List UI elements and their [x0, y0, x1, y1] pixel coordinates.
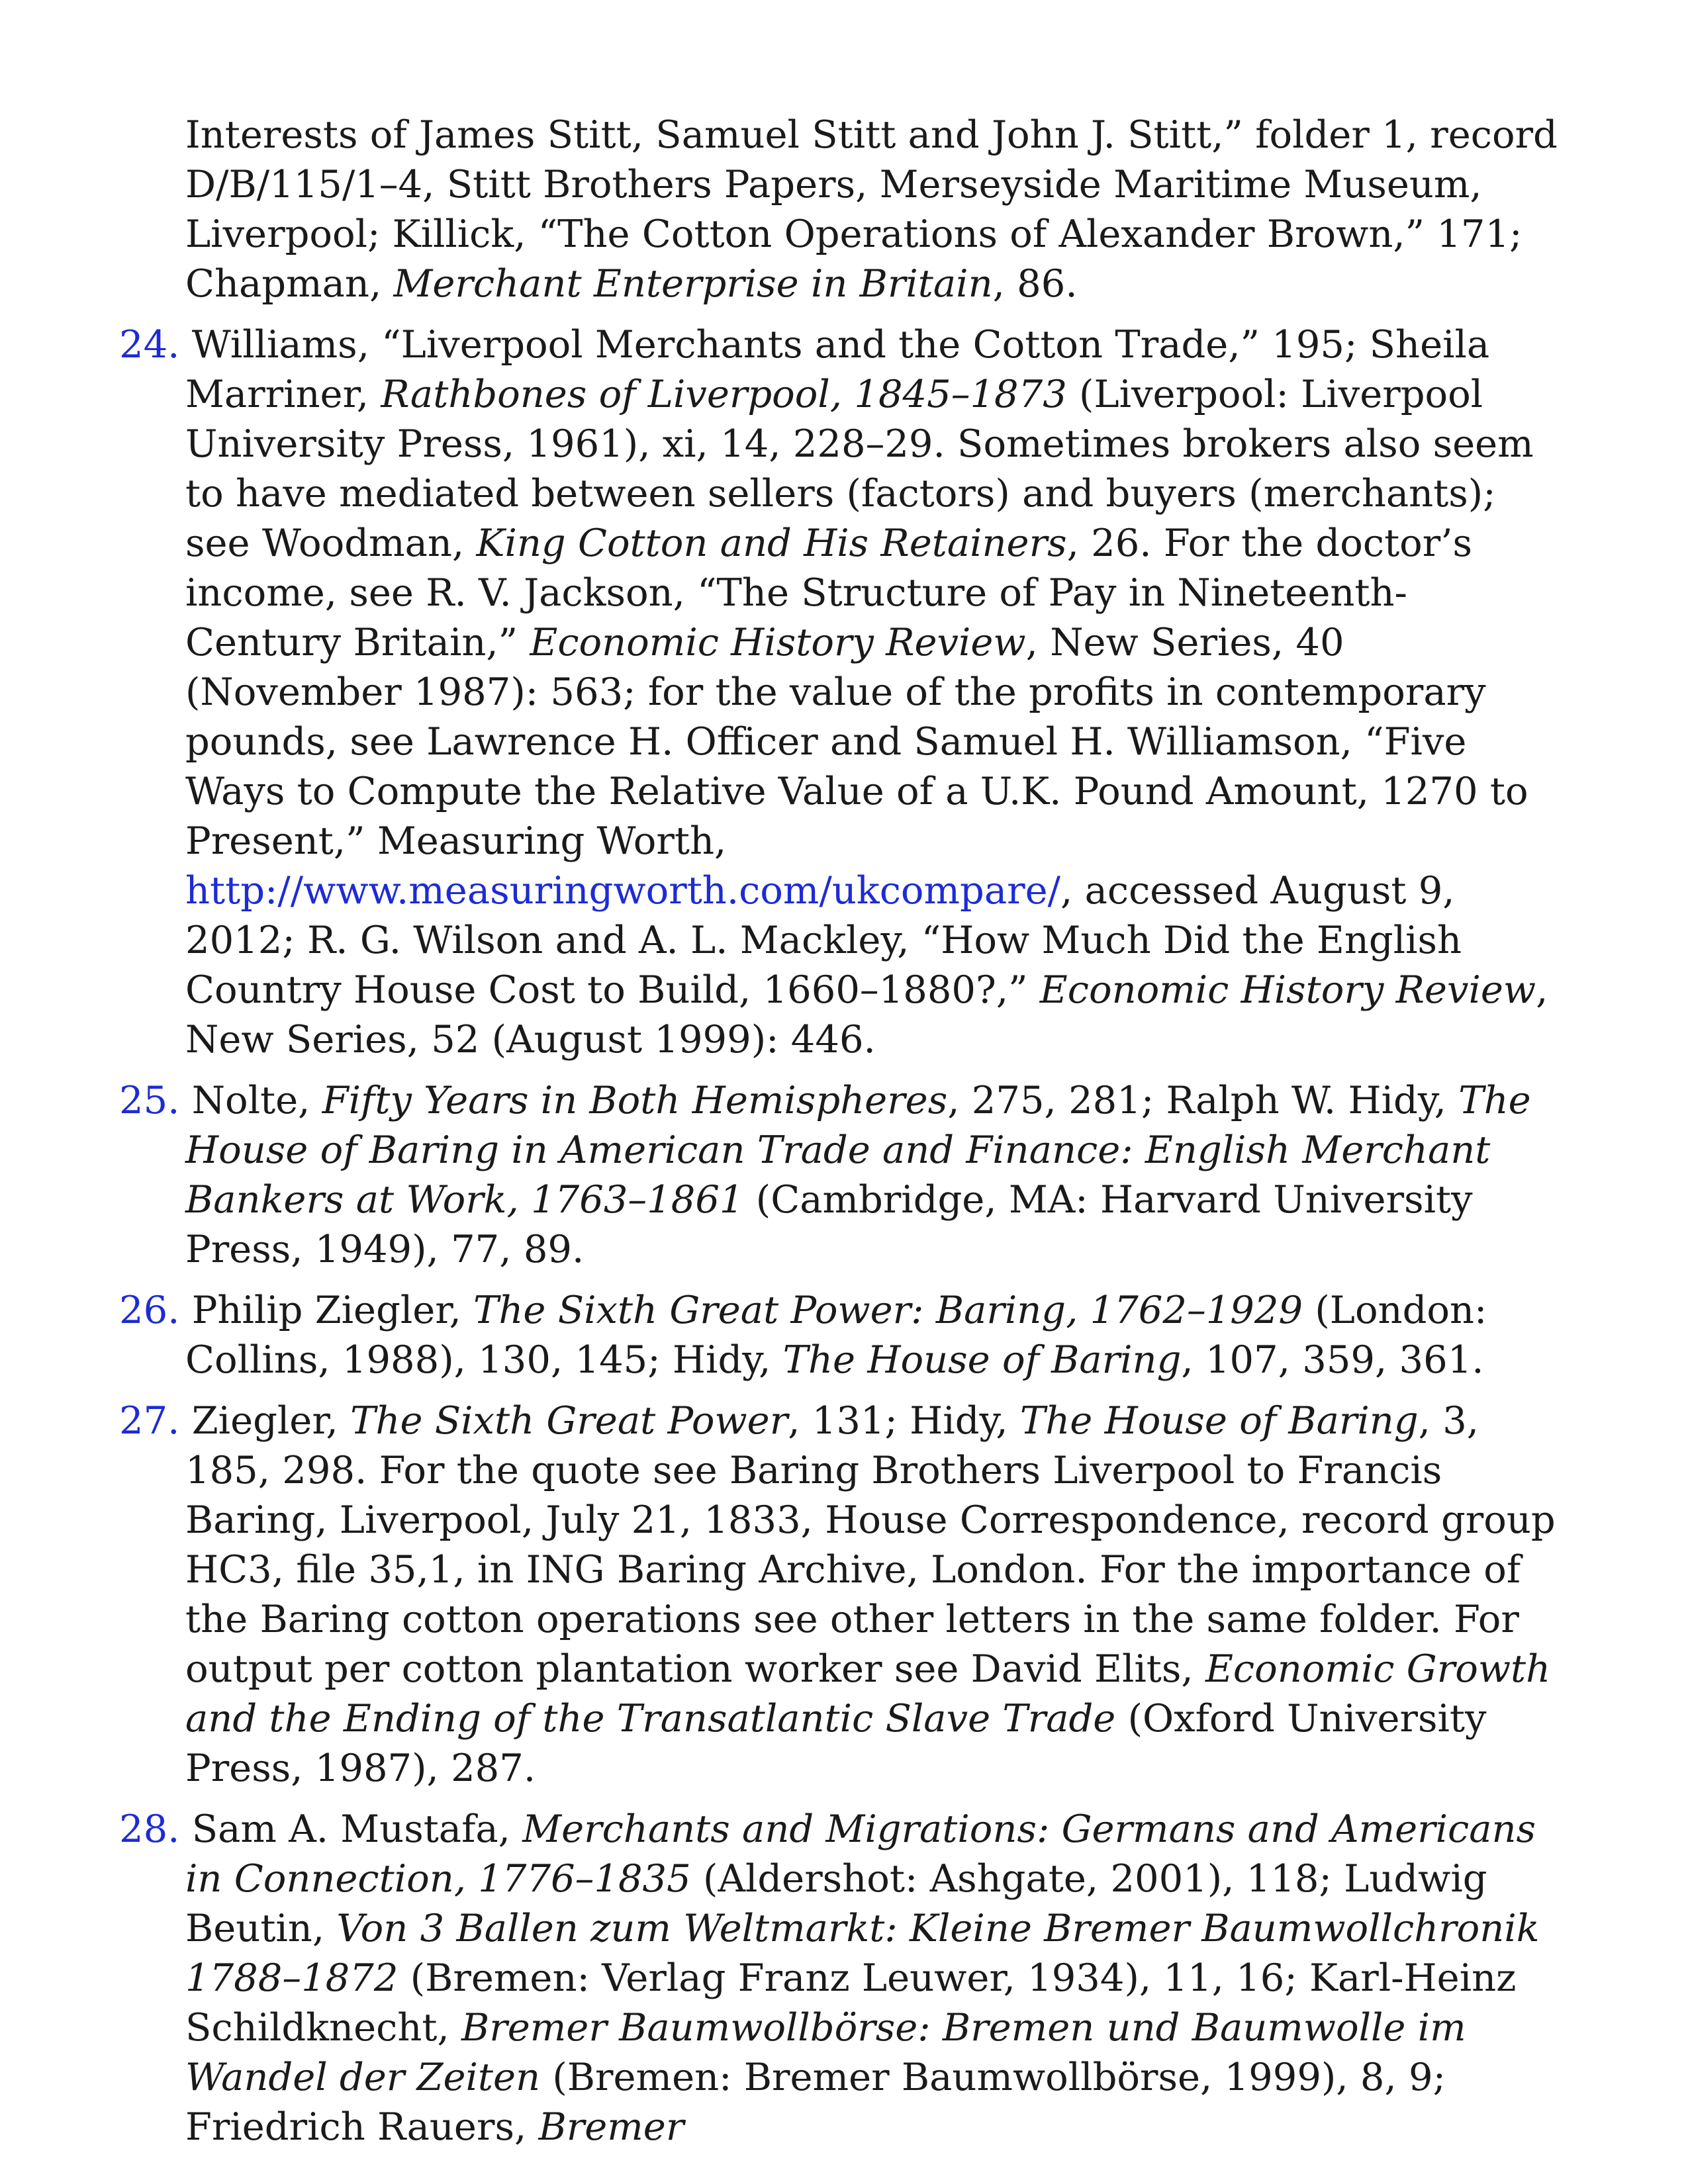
note-text: (Aldershot: Ashgate, 2001), 118; Ludwig Beutin,	[185, 1856, 1487, 1950]
note-text: , 107, 359, 361.	[1181, 1338, 1484, 1382]
italic-title: The Sixth Great Power: Baring, 1762–1929	[473, 1288, 1303, 1332]
endnotes-page	[119, 110, 1562, 2163]
endnote-27	[119, 1396, 1562, 1793]
italic-title: The House of Baring in American Trade and Finance: English Merchant Bankers at Work, 1763–1861	[185, 1078, 1531, 1222]
italic-title: Bremer	[538, 2105, 684, 2149]
italic-title: King Cotton and His Retainers	[476, 521, 1067, 565]
note-text: Philip Ziegler,	[179, 1288, 474, 1332]
note-text: , accessed August 9, 2012; R. G. Wilson and A. L. Mackley, “How Much Did the English Country House Cost to Build, 1660–1880?,”	[185, 868, 1462, 1012]
note-text: , 86.	[992, 261, 1078, 306]
note-text: (Bremen: Bremer Baumwollbörse, 1999), 8, 9; Friedrich Rauers,	[185, 2055, 1446, 2149]
endnote-24	[119, 320, 1562, 1064]
url-link[interactable]: http://www.measuringworth.com/ukcompare/	[185, 868, 1061, 913]
note-text: Interests of James Stitt, Samuel Stitt and John J. Stitt,” folder 1, record D/B/115/1–4, Stitt Brothers Papers, Merseyside Maritime Museum, Liverpool; Killick, “The Cotton Operations of Alexander Brown,” 171; Chapman,	[185, 113, 1558, 306]
note-text: (Liverpool: Liverpool University Press, 1961), xi, 14, 228–29. Sometimes brokers also seem to have mediated between sellers (factors) and buyers (merchants); see Woodman,	[185, 372, 1534, 565]
note-text: , 131; Hidy,	[788, 1398, 1020, 1443]
note-text: , New Series, 40 (November 1987): 563; for the value of the profits in contemporary pounds, see Lawrence H. Officer and Samuel H. Williamson, “Five Ways to Compute the Relative Value of a U.K. Pound Amount, 1270 to Present,” Measuring Worth,	[185, 620, 1528, 863]
italic-title: Economic Growth and the Ending of the Transatlantic Slave Trade	[185, 1647, 1551, 1741]
italic-title: Fifty Years in Both Hemispheres	[322, 1078, 948, 1122]
endnote-28	[119, 1804, 1562, 2152]
italic-title: Economic History Review	[530, 620, 1026, 664]
italic-title: Economic History Review	[1039, 968, 1536, 1012]
italic-title: Rathbones of Liverpool, 1845–1873	[381, 372, 1067, 416]
note-text: (London: Collins, 1988), 130, 145; Hidy,	[185, 1288, 1487, 1382]
note-text: (Oxford University Press, 1987), 287.	[185, 1696, 1487, 1790]
note-text: Sam A. Mustafa,	[179, 1807, 523, 1851]
italic-title: Von 3 Ballen zum Weltmarkt: Kleine Bremer Baumwollchronik 1788–1872	[185, 1906, 1540, 2000]
italic-title: The Sixth Great Power	[350, 1398, 788, 1443]
note-text: , 3, 185, 298. For the quote see Baring Brothers Liverpool to Francis Baring, Liverpool, July 21, 1833, House Correspondence, record group HC3, file 35,1, in ING Baring Archive, London. For the importance of the Baring cotton operations see other letters in the same folder. For output per cotton plantation worker see David Elits,	[185, 1398, 1556, 1691]
note-text: (Cambridge, MA: Harvard University Press, 1949), 77, 89.	[185, 1177, 1473, 1271]
note-text: (Bremen: Verlag Franz Leuwer, 1934), 11, 16; Karl-Heinz Schildknecht,	[185, 1956, 1517, 2050]
note-text: , 275, 281; Ralph W. Hidy,	[947, 1078, 1459, 1122]
note-text: Williams, “Liverpool Merchants and the Cotton Trade,” 195; Sheila Marriner,	[179, 322, 1490, 416]
italic-title: Merchant Enterprise in Britain	[393, 261, 993, 306]
endnote-26	[119, 1285, 1562, 1385]
endnote-continuation	[119, 110, 1562, 308]
endnote-number-link[interactable]: 24.	[119, 322, 180, 367]
note-text: Ziegler,	[179, 1398, 351, 1443]
note-text: , New Series, 52 (August 1999): 446.	[185, 968, 1548, 1062]
italic-title: The House of Baring	[782, 1338, 1182, 1382]
endnote-number-link[interactable]: 25.	[119, 1078, 180, 1122]
note-text: , 26. For the doctor’s income, see R. V. Jackson, “The Structure of Pay in Nineteenth-Century Britain,”	[185, 521, 1473, 664]
italic-title: The House of Baring	[1019, 1398, 1419, 1443]
italic-title: Merchants and Migrations: Germans and Americans in Connection, 1776–1835	[185, 1807, 1536, 1901]
endnote-number-link[interactable]: 26.	[119, 1288, 180, 1332]
endnote-number-link[interactable]: 28.	[119, 1807, 180, 1851]
italic-title: Bremer Baumwollbörse: Bremen und Baumwolle im Wandel der Zeiten	[185, 2005, 1466, 2099]
note-text: Nolte,	[179, 1078, 322, 1122]
endnote-number-link[interactable]: 27.	[119, 1398, 180, 1443]
endnote-25	[119, 1075, 1562, 1274]
